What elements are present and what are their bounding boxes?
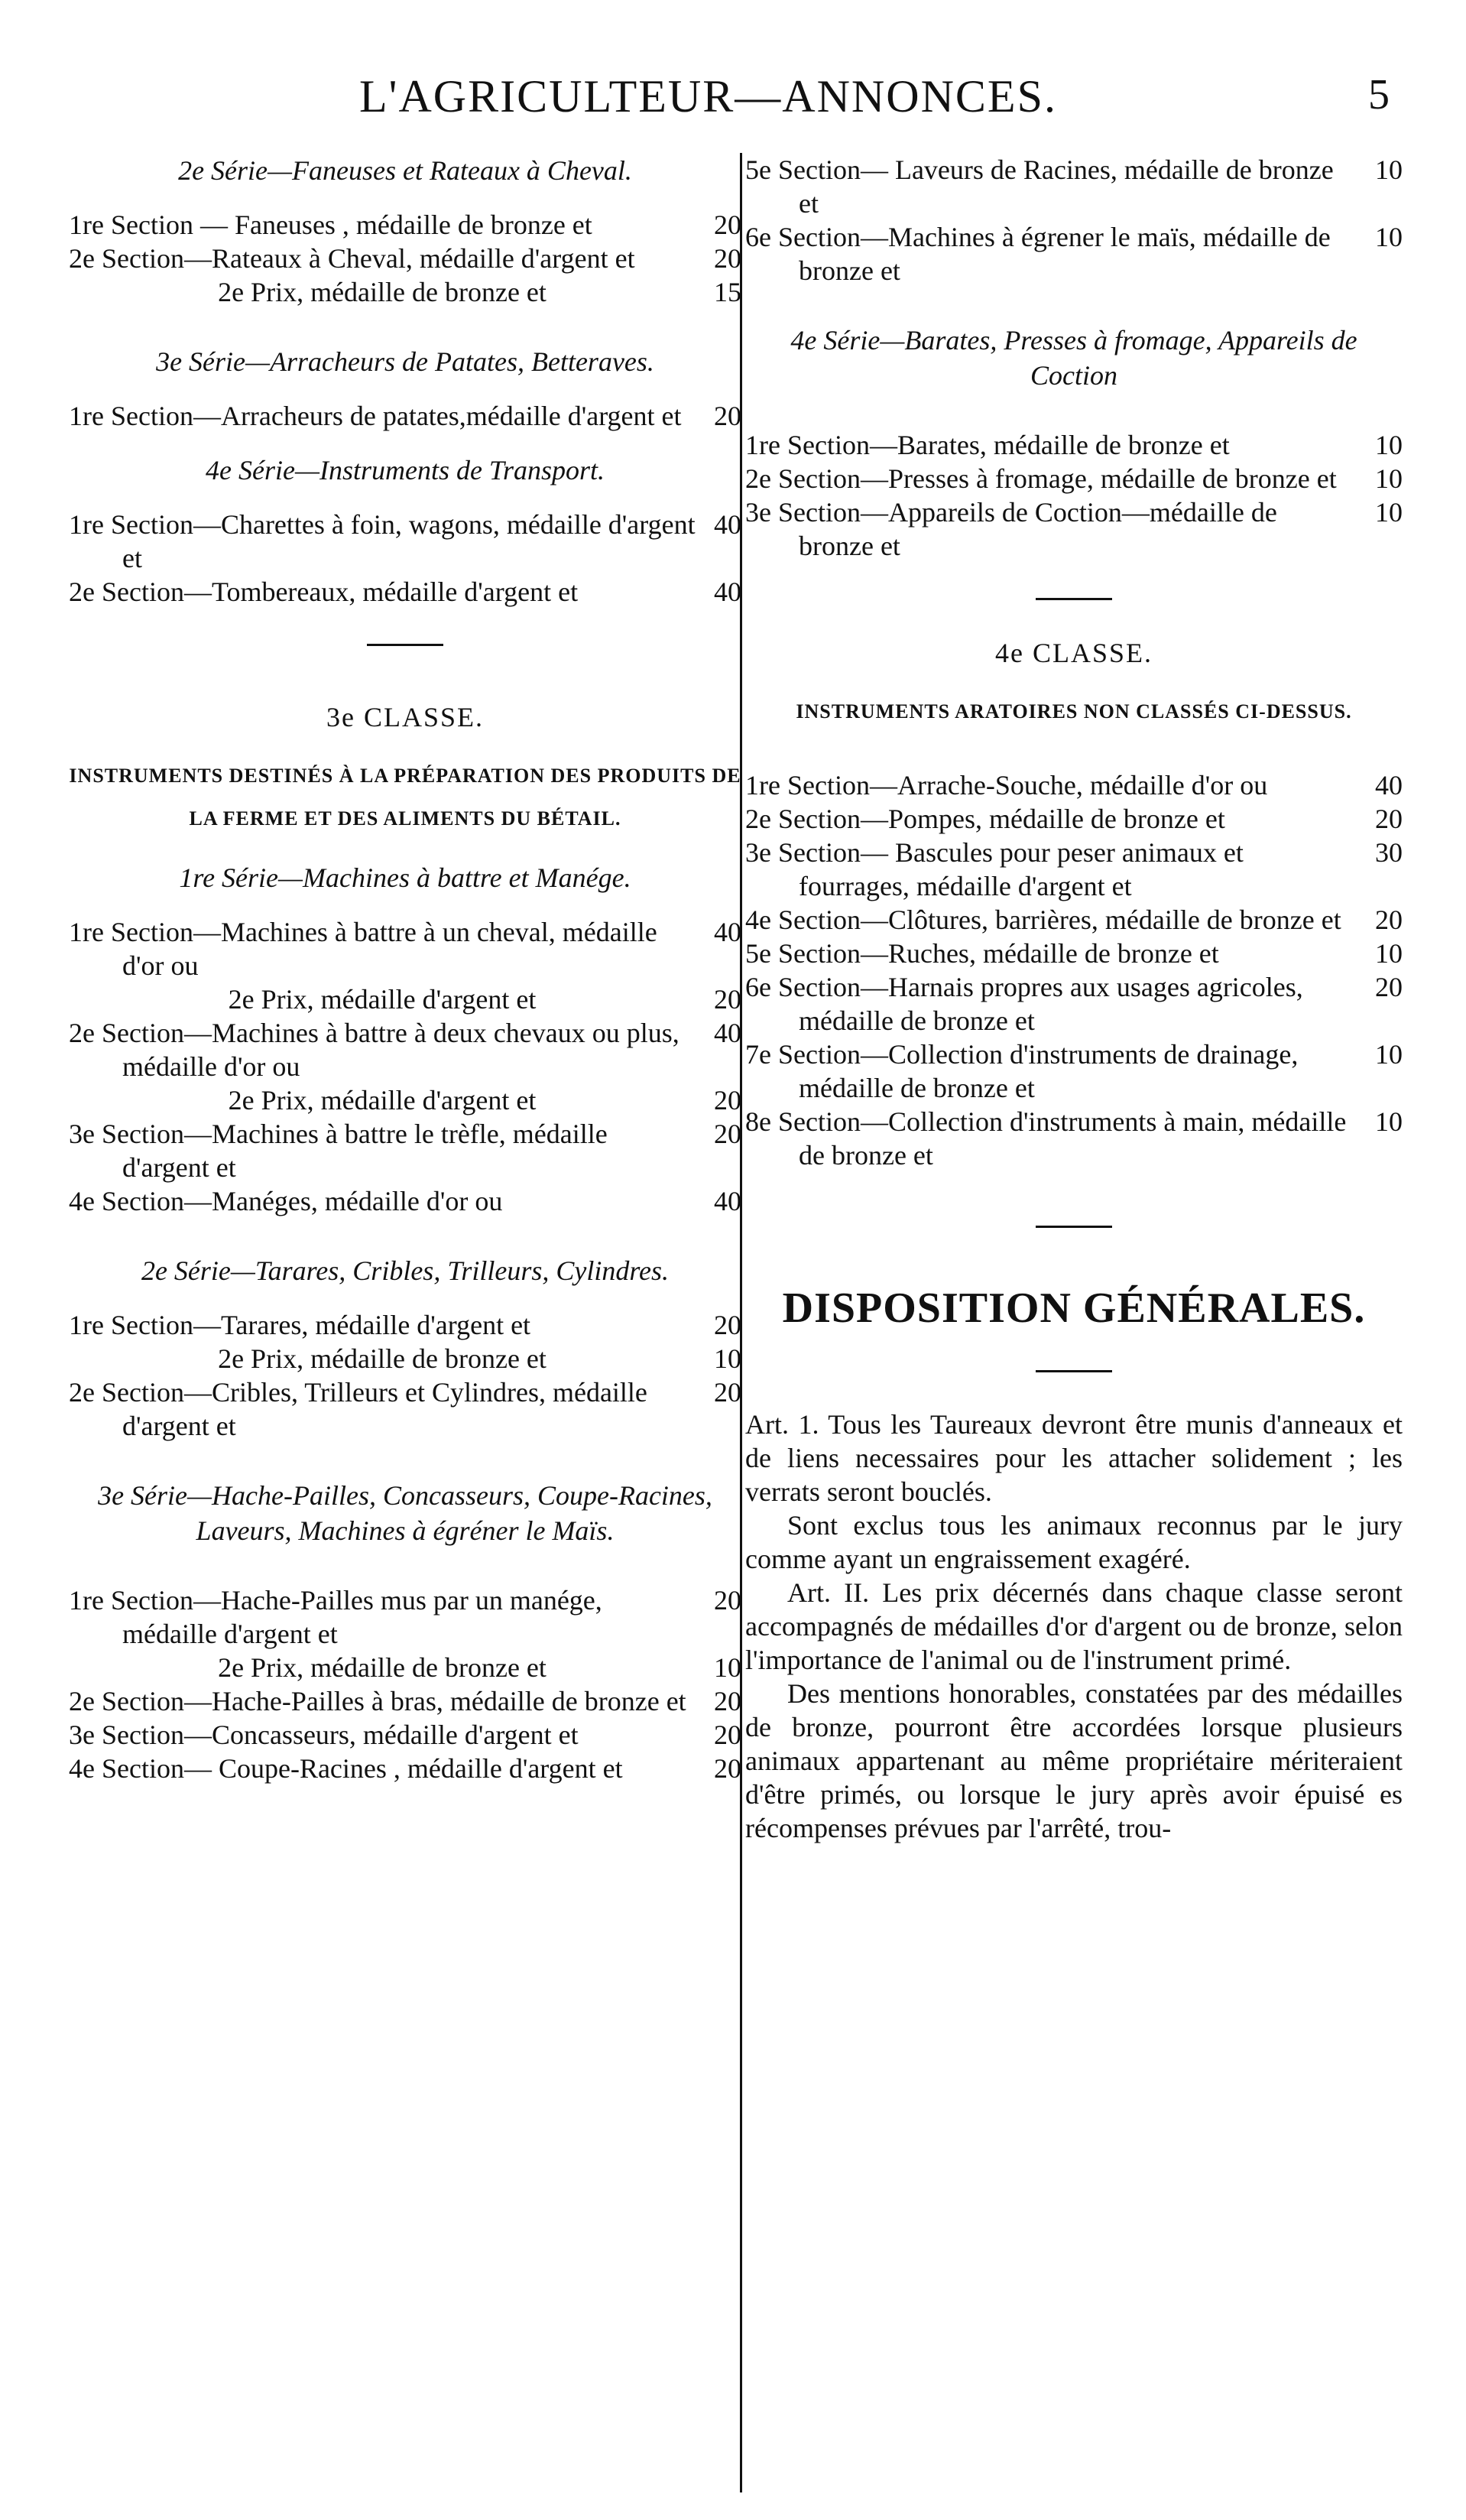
prize-amount: 40: [714, 509, 741, 540]
series-heading: 4e Série—Instruments de Transport.: [206, 455, 605, 485]
section-entry: [69, 1342, 741, 1375]
section-entry: [69, 1308, 741, 1342]
section-text: 1re Section—Hache-Pailles mus par un manége, médaille d'argent et: [69, 1585, 602, 1649]
section-entry: [745, 937, 1403, 970]
prize-amount: 40: [714, 917, 741, 947]
section-text: 7e Section—Collection d'instruments de drainage, médaille de bronze et: [745, 1039, 1299, 1103]
section-list: [745, 428, 1403, 563]
prize-amount: 20: [714, 401, 741, 431]
running-title: L'AGRICULTEUR—ANNONCES.: [359, 71, 1057, 122]
section-list: [69, 208, 741, 309]
section-entry: [745, 768, 1403, 802]
paragraph: Des mentions honorables, constatées par des médailles de bronze, pourront être accordées lorsque plusieurs animaux appartenant au même propriétaire mériteraient d'être primés, ou lorsque le jury après avoir épuisé es récompenses prévues par l'arrêté, trou-: [745, 1678, 1403, 1843]
prize-amount: 40: [714, 576, 741, 607]
section-entry: [69, 575, 741, 609]
section-text: 2e Prix, médaille d'argent et: [228, 984, 537, 1015]
prize-amount: 30: [1375, 837, 1403, 868]
prize-amount: 40: [714, 1018, 741, 1048]
section-text: 4e Section— Coupe-Racines , médaille d'argent et: [69, 1753, 623, 1784]
class-heading: 3e CLASSE.: [326, 702, 484, 732]
section-list: [745, 768, 1403, 1172]
series-heading: 2e Série—Faneuses et Rateaux à Cheval.: [178, 155, 632, 186]
section-list: [69, 1308, 741, 1443]
series-heading: 3e Série—Arracheurs de Patates, Betteraves.: [156, 346, 654, 377]
class-description: INSTRUMENTS ARATOIRES NON CLASSÉS CI-DESSUS.: [796, 700, 1352, 723]
section-entry: [745, 428, 1403, 462]
section-text: 6e Section—Machines à égrener le maïs, médaille de bronze et: [745, 222, 1331, 286]
prize-amount: 20: [1375, 804, 1403, 834]
prize-amount: 10: [714, 1343, 741, 1374]
section-entry: [745, 153, 1403, 220]
section-entry: [745, 462, 1403, 495]
section-text: 6e Section—Harnais propres aux usages agricoles, médaille de bronze et: [745, 972, 1303, 1036]
prize-amount: 15: [714, 277, 741, 307]
paragraph: Sont exclus tous les animaux reconnus par le jury comme ayant un engraissement exagéré.: [745, 1510, 1403, 1574]
section-entry: [69, 1184, 741, 1218]
section-entry: [69, 1718, 741, 1752]
section-entry: [69, 1752, 741, 1785]
section-text: 2e Section—Hache-Pailles à bras, médaille de bronze et: [69, 1686, 686, 1716]
prize-amount: 20: [714, 243, 741, 274]
prize-amount: 20: [714, 1720, 741, 1750]
prize-amount: 10: [1375, 497, 1403, 528]
section-text: 2e Section—Tombereaux, médaille d'argent et: [69, 576, 579, 607]
section-entry: [745, 1105, 1403, 1172]
section-entry: [745, 970, 1403, 1038]
paragraph: Art. II. Les prix décernés dans chaque classe seront accompagnés de médailles d'or d'argent ou de bronze, selon l'importance de l'animal ou de l'instrument primé.: [745, 1577, 1403, 1675]
class-heading: 4e CLASSE.: [994, 638, 1153, 668]
dispositions-title: DISPOSITION GÉNÉRALES.: [782, 1284, 1366, 1332]
section-entry: [69, 399, 741, 433]
section-list: [69, 1583, 741, 1785]
section-entry: [745, 495, 1403, 563]
section-entry: [69, 275, 741, 309]
section-text: 8e Section—Collection d'instruments à main, médaille de bronze et: [745, 1106, 1347, 1171]
prize-amount: 20: [714, 1686, 741, 1716]
section-entry: [69, 242, 741, 275]
prize-amount: 10: [1375, 463, 1403, 494]
prize-amount: 10: [1375, 222, 1403, 252]
section-text: 1re Section—Tarares, médaille d'argent et: [69, 1310, 531, 1340]
section-text: 3e Section— Bascules pour peser animaux et fourrages, médaille d'argent et: [745, 837, 1244, 901]
section-list: [69, 915, 741, 1218]
section-entry: [69, 1583, 741, 1651]
section-entry: [69, 1375, 741, 1443]
series-heading: 1re Série—Machines à battre et Manége.: [179, 862, 631, 893]
prize-amount: 10: [1375, 154, 1403, 185]
prize-amount: 10: [1375, 430, 1403, 460]
section-text: 2e Section—Presses à fromage, médaille de bronze et: [745, 463, 1337, 494]
section-entry: [69, 982, 741, 1016]
section-text: 1re Section — Faneuses , médaille de bronze et: [69, 209, 592, 240]
series-heading: 2e Série—Tarares, Cribles, Trilleurs, Cylindres.: [141, 1255, 670, 1286]
section-text: 3e Section—Appareils de Coction—médaille de bronze et: [745, 497, 1277, 561]
series-heading: 4e Série—Barates, Presses à fromage, Appareils de Coction: [790, 325, 1357, 391]
section-text: 4e Section—Manéges, médaille d'or ou: [69, 1186, 503, 1216]
section-text: 2e Section—Machines à battre à deux chevaux ou plus, médaille d'or ou: [69, 1018, 679, 1082]
section-entry: [745, 802, 1403, 836]
section-text: 3e Section—Machines à battre le trèfle, médaille d'argent et: [69, 1119, 608, 1183]
section-entry: [69, 1651, 741, 1684]
section-entry: [69, 915, 741, 982]
paragraph: Art. 1. Tous les Taureaux devront être munis d'anneaux et de liens necessaires pour les attacher solidement ; les verrats seront bouclés.: [745, 1409, 1403, 1507]
section-text: 3e Section—Concasseurs, médaille d'argent et: [69, 1720, 579, 1750]
page-number: 5: [1368, 71, 1390, 119]
section-text: 2e Prix, médaille de bronze et: [218, 1652, 547, 1683]
section-text: 1re Section—Arrache-Souche, médaille d'or ou: [745, 770, 1268, 800]
prize-amount: 20: [714, 1585, 741, 1616]
right-column: [745, 153, 1403, 1845]
section-text: 1re Section—Machines à battre à un cheval, médaille d'or ou: [69, 917, 657, 981]
class-description: INSTRUMENTS DESTINÉS À LA PRÉPARATION DES PRODUITS DE LA FERME ET DES ALIMENTS DU BÉTAIL.: [69, 765, 741, 830]
section-list: [69, 508, 741, 609]
prize-amount: 40: [714, 1186, 741, 1216]
section-entry: [745, 903, 1403, 937]
section-entry: [69, 508, 741, 575]
section-text: 2e Section—Rateaux à Cheval, médaille d'argent et: [69, 243, 635, 274]
section-entry: [745, 220, 1403, 287]
prize-amount: 20: [714, 1310, 741, 1340]
section-entry: [745, 836, 1403, 903]
prize-amount: 20: [714, 209, 741, 240]
section-list: [745, 153, 1403, 287]
left-column: [69, 153, 741, 1785]
section-text: 4e Section—Clôtures, barrières, médaille de bronze et: [745, 904, 1341, 935]
section-text: 2e Section—Pompes, médaille de bronze et: [745, 804, 1225, 834]
section-entry: [69, 1016, 741, 1083]
prize-amount: 20: [714, 1753, 741, 1784]
section-entry: [69, 1684, 741, 1718]
section-text: 2e Prix, médaille de bronze et: [218, 277, 547, 307]
prize-amount: 20: [714, 984, 741, 1015]
prize-amount: 20: [1375, 904, 1403, 935]
section-text: 2e Prix, médaille de bronze et: [218, 1343, 547, 1374]
section-text: 2e Section—Cribles, Trilleurs et Cylindres, médaille d'argent et: [69, 1377, 647, 1441]
prize-amount: 20: [1375, 972, 1403, 1002]
section-entry: [745, 1038, 1403, 1105]
prize-amount: 40: [1375, 770, 1403, 800]
section-text: 1re Section—Charettes à foin, wagons, médaille d'argent et: [69, 509, 696, 573]
section-text: 1re Section—Arracheurs de patates,médaille d'argent et: [69, 401, 682, 431]
prize-amount: 10: [1375, 1106, 1403, 1137]
section-entry: [69, 1083, 741, 1117]
prize-amount: 20: [714, 1119, 741, 1149]
section-entry: [69, 1117, 741, 1184]
prize-amount: 10: [1375, 938, 1403, 969]
prize-amount: 10: [1375, 1039, 1403, 1070]
section-text: 5e Section— Laveurs de Racines, médaille de bronze et: [745, 154, 1334, 219]
section-entry: [69, 208, 741, 242]
section-list: [69, 399, 741, 433]
prize-amount: 20: [714, 1377, 741, 1408]
prize-amount: 10: [714, 1652, 741, 1683]
prize-amount: 20: [714, 1085, 741, 1115]
section-text: 2e Prix, médaille d'argent et: [228, 1085, 537, 1115]
section-text: 5e Section—Ruches, médaille de bronze et: [745, 938, 1219, 969]
series-heading: 3e Série—Hache-Pailles, Concasseurs, Coupe-Racines, Laveurs, Machines à égréner le Maïs.: [98, 1480, 712, 1546]
section-text: 1re Section—Barates, médaille de bronze et: [745, 430, 1230, 460]
